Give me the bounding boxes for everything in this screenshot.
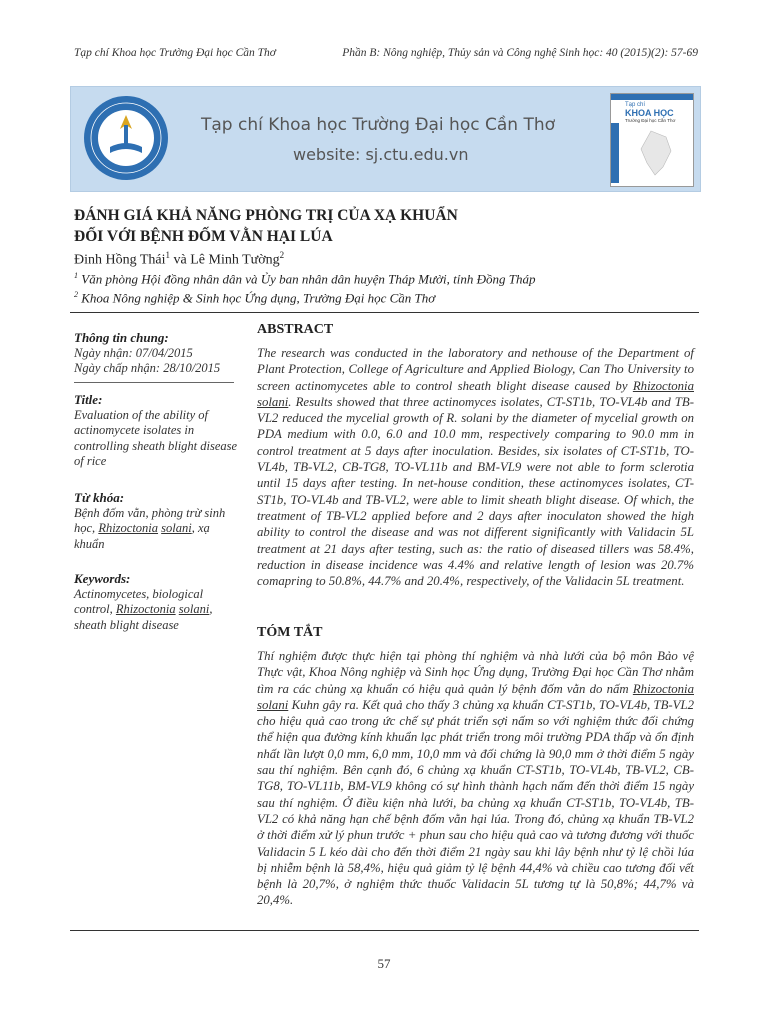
tomtat-text-part: Kuhn gây ra. Kết quả cho thấy 3 chủng xạ khuẩn CT-ST1b, TO-VL4b, TB-VL2 cho hiệu quả cao trong ức chế sự phát triển sợi nấm so với nghiệm thức đối chứng thể hiện qua đường kính khuẩn lạc phát triển trong môi trường PDA thấp và ổn định nhất lần lượt 0,0 mm, 6,0 mm, 10,0 mm và đối chứng là 90,0 mm ở thời điểm 5 ngày sau thí nghiệm. Bên cạnh đó, 6 chủng xạ khuẩn CT-ST1b, TO-VL4b, TB-VL2, CB-TG8, TO-VL11b, BM-VL9 không có sự hình thành hạch nấm đến thời điểm 15 ngày sau thí nghiệm. Ở điều kiện nhà lưới, ba chủng xạ khuẩn CT-ST1b, TO-VL4b, TB-VL2 có khả năng hạn chế bệnh đốm vằn hại lúa. Trong đó, chủng xạ khuẩn TB-VL2 ở thời điểm xử lý phun trước + phun sau cho hiệu quả cao và tương đương với thuốc Validacin 5 L kéo dài cho đến thời điểm 21 ngày sau khi lây bệnh như tỷ lệ chồi lúa bị nhiễm bệnh là 58,4%, hiệu quả giảm tỷ lệ bệnh 44,4% và chiều cao tương đối vết bệnh là 20,7%, ở nghiệm thức thuốc Validacin 5L tương tự là 50,8%; 44,7% và 20,4%. — [257, 697, 694, 908]
author-separator: và — [170, 252, 191, 268]
en-keywords-heading: Keywords: — [74, 571, 131, 586]
banner-title: Tạp chí Khoa học Trường Đại học Cần Thơ — [201, 115, 556, 135]
tomtat-species: solani — [257, 697, 289, 712]
cover-map-icon — [611, 123, 693, 183]
cover-line-2: KHOA HỌC — [625, 108, 674, 118]
affiliation-2 — [74, 290, 435, 306]
article-info — [74, 330, 239, 377]
en-keywords-genus: Rhizoctonia — [115, 602, 176, 616]
article-title-line-1: ĐÁNH GIÁ KHẢ NĂNG PHÒNG TRỊ CỦA XẠ KHUẨN — [74, 207, 458, 224]
journal-cover-thumbnail — [610, 93, 694, 187]
title-heading: Title: — [74, 392, 103, 407]
tomtat-section — [257, 625, 694, 909]
vietnamese-keywords-block — [74, 490, 239, 552]
info-heading: Thông tin chung: — [74, 330, 169, 345]
affiliation-2-marker: 2 — [74, 290, 78, 299]
tomtat-text-part: Thí nghiệm được thực hiện tại phòng thí nghiệm và nhà lưới của bộ môn Bảo vệ Thực vật, Khoa Nông nghiệp và Sinh học Ứng dụng, Trường Đại học Cần Thơ nhằm tìm ra các chủng xạ khuẩn có hiệu quả quản lý bệnh đốm vằn do nấm — [257, 649, 694, 696]
article-title-line-2: ĐỐI VỚI BỆNH ĐỐM VẰN HẠI LÚA — [74, 228, 333, 245]
en-keywords-part: , sheath blight disease — [74, 602, 213, 632]
abstract-text-part: The research was conducted in the laboratory and nethouse of the Department of Plant Protection, College of Agriculture and Applied Biology, Can Tho University to screen actinomycetes able to control sheath blight disease caused by — [257, 346, 694, 393]
received-date: Ngày nhận: 07/04/2015 — [74, 345, 193, 360]
affiliation-1 — [74, 271, 535, 287]
english-title-block — [74, 392, 239, 470]
article-title — [74, 205, 458, 247]
abstract-species: solani — [257, 394, 289, 409]
tomtat-genus: Rhizoctonia — [632, 681, 694, 696]
affiliation-1-text: Văn phòng Hội đồng nhân dân và Ủy ban nhân dân huyện Tháp Mười, tỉnh Đồng Tháp — [78, 271, 536, 287]
abstract-genus: Rhizoctonia — [632, 378, 694, 393]
abstract-text-part: . Results showed that three actinomyces isolates, CT-ST1b, TO-VL4b and TB-VL2 reduced the mycelial growth of R. solani by the diameter of mycelial growth on PDA medium with 0.0, 6.0 and 10.0 mm, respectively comparing to 90.0 mm in control treatment at 5 days after inoculation. Besides, six isolates of CT-ST1b, TO-VL4b, TB-VL2, CB-TG8, TO-VL11b and BM-VL9 were not able to form sclerotia until 15 days after testing. In net-house condition, these actinomyces isolates, CT-ST1b, TO-VL4b and TB-VL2, were able to limit sheath blight disease. Of which, the treatment of TB-VL2 applied before and 2 days after inoculaton showed the high ability to control the disease and was not different significantly with Validacin 5L treatment at 21 days after testing, such as: the ratio of diseased tillers was 58.4%, reduction in disease incidence was 4.4% and relative length of lesion was 20.7% comapring to 50.8%, 44.7% and 20.4%, respectively, of the Validacin 5L treatment. — [257, 394, 694, 589]
author-2-affiliation: 2 — [279, 250, 285, 260]
affiliation-2-text: Khoa Nông nghiệp & Sinh học Ứng dụng, Trường Đại học Cần Thơ — [78, 290, 436, 306]
accepted-date: Ngày chấp nhận: 28/10/2015 — [74, 361, 221, 375]
vn-keywords-part: Bệnh đốm vằn, phòng trừ sinh học, — [74, 505, 226, 535]
sidebar-divider — [74, 382, 234, 383]
vn-keywords-text — [74, 506, 239, 553]
abstract-text — [257, 345, 694, 589]
vn-keywords-heading: Từ khóa: — [74, 490, 125, 505]
author-1-affiliation: 1 — [165, 250, 171, 260]
author-2: Lê Minh Tường — [190, 252, 280, 268]
author-1: Đinh Hồng Thái — [74, 252, 166, 268]
cover-line-1: Tạp chí — [625, 102, 646, 108]
abstract-section — [257, 322, 694, 589]
cover-line-3: Trường Đại học Cần Thơ — [625, 118, 676, 123]
english-keywords-block — [74, 571, 239, 633]
english-title-text: Evaluation of the ability of actinomycete isolates in controlling sheath blight disease of rice — [74, 407, 238, 468]
issue-info: Phần B: Nông nghiệp, Thủy sản và Công nghệ Sinh học: 40 (2015)(2): 57-69 — [342, 47, 698, 59]
en-keywords-part: Actinomycetes, biological control, — [74, 586, 204, 616]
page-number: 57 — [377, 956, 391, 971]
author-list — [74, 250, 284, 269]
banner-website: website: sj.ctu.edu.vn — [293, 145, 469, 164]
running-header — [74, 47, 698, 59]
vn-keywords-part: , xạ khuẩn — [74, 521, 210, 551]
university-logo-icon — [83, 95, 169, 181]
tomtat-text — [257, 648, 694, 909]
en-keywords-species: solani — [178, 602, 210, 616]
divider-bottom — [70, 930, 699, 931]
journal-banner — [70, 86, 701, 192]
vn-keywords-genus: Rhizoctonia — [98, 521, 159, 535]
abstract-heading: ABSTRACT — [257, 322, 334, 337]
vn-keywords-species: solani — [161, 521, 192, 535]
en-keywords-text — [74, 587, 239, 634]
divider-top — [70, 312, 699, 313]
tomtat-heading: TÓM TẮT — [257, 625, 323, 640]
journal-name: Tạp chí Khoa học Trường Đại học Cần Thơ — [74, 47, 276, 59]
affiliation-1-marker: 1 — [74, 271, 78, 280]
